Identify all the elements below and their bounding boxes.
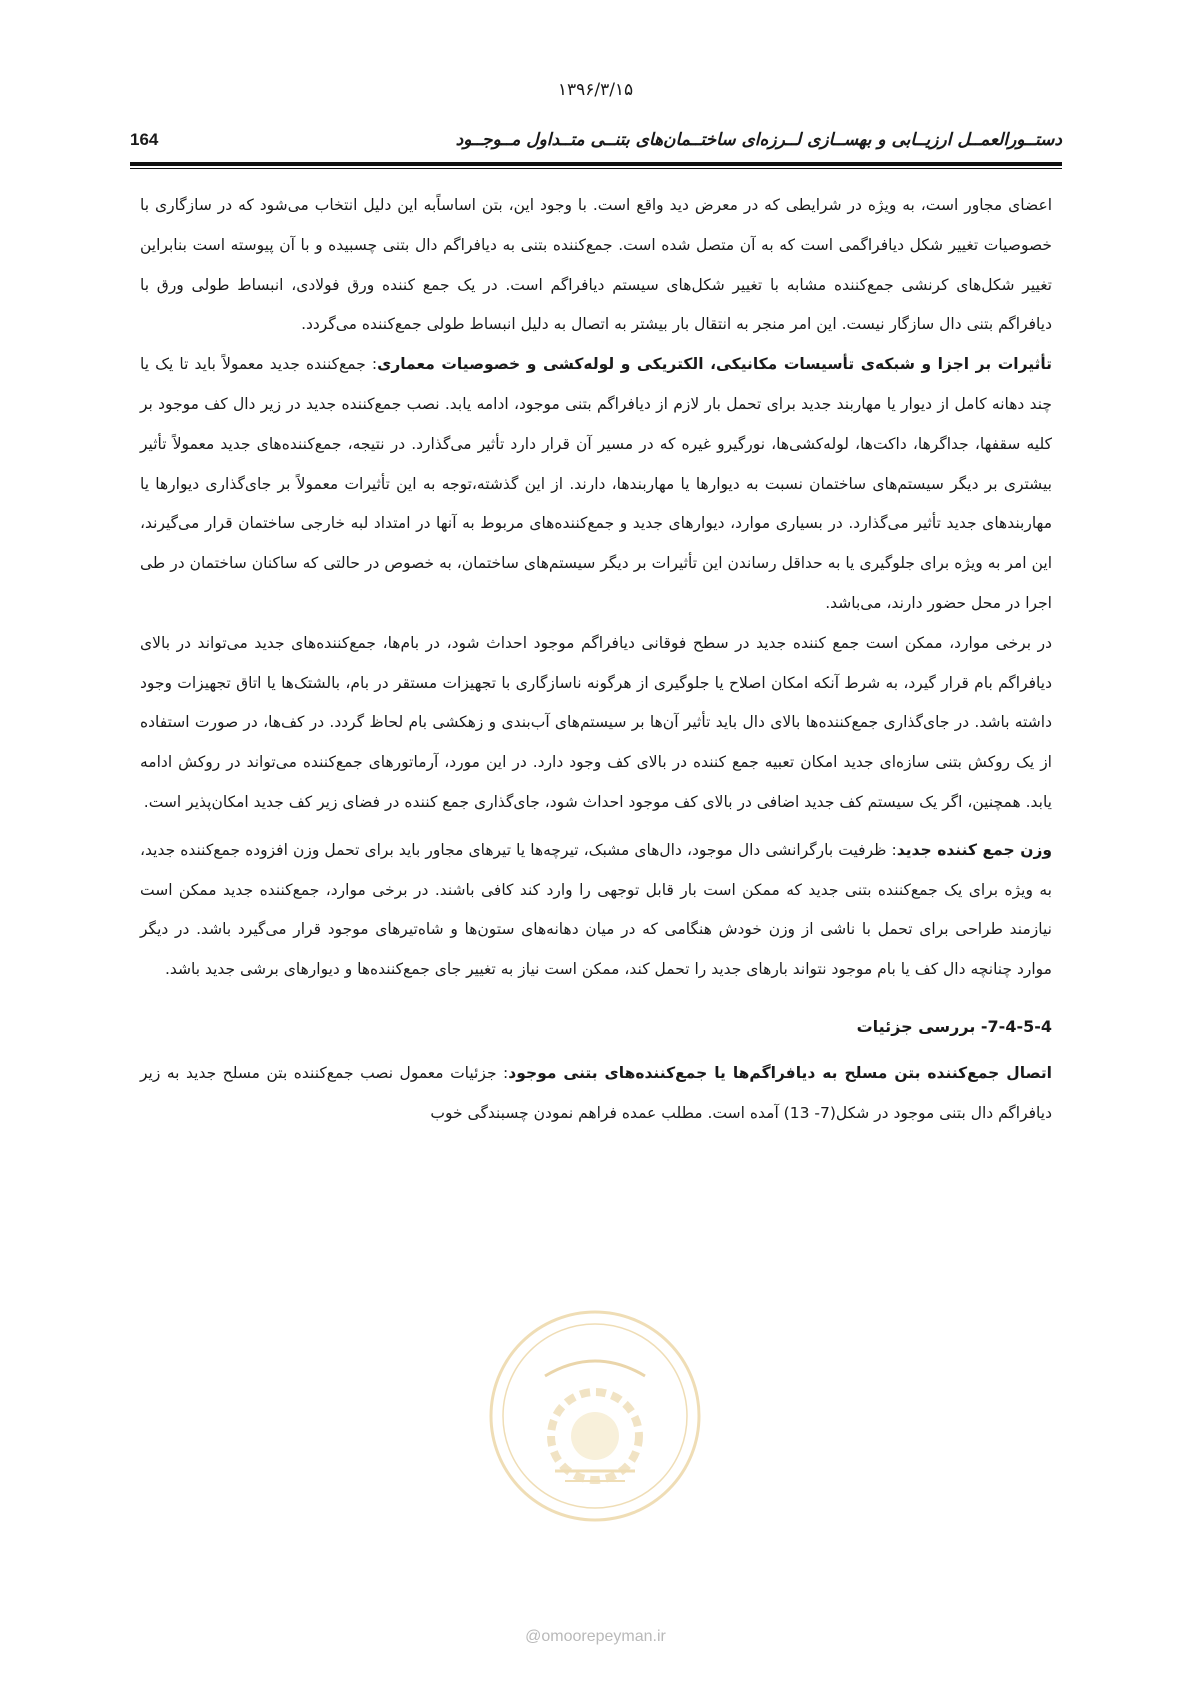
paragraph-lead-connection: اتصال جمع‌کننده بتن مسلح به دیافراگم‌ها یا جمع‌کننده‌های بتنی موجود [508, 1063, 1052, 1082]
paragraph-mep-effects [140, 345, 1052, 624]
header-rule-thick [130, 162, 1062, 166]
running-title: دستــورالعمــل ارزیــابی و بهســازی لــرزه‌ای ساختــمان‌های بتنــی متــداول مــوجــود [455, 130, 1062, 150]
paragraph-body-mep: : جمع‌کننده جدید معمولاً باید تا یک یا چند دهانه کامل از دیوار یا مهاربند جدید برای تحمل بار لازم از دیافراگم بتنی موجود، ادامه یابد. نصب جمع‌کننده جدید در زیر دال کف موجود بر کلیه سقفها، جداگرها، داکت‌ها، لوله‌کشی‌ها، نورگیرو غیره که در مسیر آن قرار دارد تأثیر می‌گذارد. در نتیجه، جمع‌کننده‌های جدید معمولاً تأثیر بیشتری بر دیگر سیستم‌های ساختمان نسبت به دیوارها یا مهاربندها، دارند. از این گذشته،توجه به این تأثیرات معمولاً بر جای‌گذاری دیوارها یا مهاربندهای جدید تأثیر می‌گذارد. در بسیاری موارد، دیوارهای جدید و جمع‌کننده‌های مربوط به آنها در امتداد لبه خارجی ساختمان قرار می‌گیرند، این امر به ویژه برای جلوگیری یا به حداقل رساندن این تأثیرات بر دیگر سیستم‌های ساختمان، به خصوص در حالتی که ساکنان ساختمان در طی اجرا در محل حضور دارند، می‌باشد. [140, 355, 1052, 612]
page-number: 164 [130, 130, 159, 149]
watermark-seal-icon [485, 1306, 705, 1526]
paragraph-body-connection: : جزئیات معمول نصب جمع‌کننده بتن مسلح جدید به زیر دیافراگم دال بتنی موجود در شکل(7- 13) آمده است. مطلب عمده فراهم نمودن چسبندگی خوب [140, 1063, 1052, 1122]
paragraph-connection [140, 1054, 1052, 1134]
body-text [140, 186, 1052, 1134]
paragraph-lead-weight: وزن جمع کننده جدید [896, 840, 1052, 859]
section-heading: 7-4-5-4- بررسی جزئیات [856, 1016, 1052, 1036]
header-rule-thin [130, 168, 1062, 169]
page-header [130, 124, 1062, 160]
paragraph-body-weight: : ظرفیت بارگرانشی دال موجود، دال‌های مشبک، تیرچه‌ها یا تیرهای مجاور باید برای تحمل وزن افزوده جمع‌کننده جدید، به ویژه برای یک جمع‌کننده بتنی جدید که ممکن است بار قابل توجهی را وارد کند کافی باشند. در برخی موارد، جمع‌کننده جدید ممکن است نیازمند طراحی برای تحمل با ناشی از وزن خودش هنگامی که در میان دهانه‌های ستون‌ها و شاه‌تیرهای موجود قرار می‌گیرد باشد. در دیگر موارد چنانچه دال کف یا بام موجود نتواند بارهای جدید را تحمل کند، ممکن است نیاز به تغییر جای جمع‌کننده‌ها و دیوارهای برشی جدید باشد. [140, 840, 1052, 979]
paragraph-lead-mep: تأثیرات بر اجزا و شبکه‌ی تأسیسات مکانیکی، الکتریکی و لوله‌کشی و خصوصیات معماری [377, 355, 1053, 374]
document-date: ۱۳۹۶/۳/۱۵ [557, 80, 634, 100]
footer-site-watermark: @omoorepeyman.ir [525, 1628, 666, 1645]
paragraph-roof-collectors: در برخی موارد، ممکن است جمع کننده جدید در سطح فوقانی دیافراگم موجود احداث شود، در بام‌ها، جمع‌کننده‌های جدید می‌تواند در بالای دیافراگم بام قرار گیرد، به شرط آنکه امکان اصلاح یا جلوگیری از هرگونه ناسازگاری با تجهیزات مستقر در بام، بالشتک‌ها یا اتاق تجهیزات وجود داشته باشد. در جای‌گذاری جمع‌کننده‌ها بالای دال باید تأثیر آن‌ها بر سیستم‌های آب‌بندی و زهکشی بام لحاظ گردد. در کف‌ها، در صورت استفاده از یک روکش بتنی سازه‌ای جدید امکان تعبیه جمع کننده در بالای کف وجود دارد. در این مورد، آرماتورهای جمع‌کننده می‌تواند در روکش ادامه یابد. همچنین، اگر یک سیستم کف جدید اضافی در بالای کف موجود احداث شود، جای‌گذاری جمع کننده در فضای زیر کف جدید امکان‌پذیر است. [140, 633, 1052, 811]
paragraph-continuation: اعضای مجاور است، به ویژه در شرایطی که در معرض دید واقع است. با وجود این، بتن اساساًبه این دلیل انتخاب می‌شود که در سازگاری با خصوصیات تغییر شکل دیافراگمی است که به آن متصل شده است. جمع‌کننده بتنی به دیافراگم دال بتنی چسبیده و با آن پیوسته است بنابراین تغییر شکل‌های کرنشی جمع‌کننده مشابه با تغییر شکل‌های سیستم دیافراگم است. در یک جمع کننده ورق فولادی، انبساط طولی ورق با دیافراگم بتنی دال سازگار نیست. این امر منجر به انتقال بار بیشتر به اتصال به دلیل انبساط طولی جمع‌کننده می‌گردد. [140, 196, 1052, 334]
paragraph-collector-weight [140, 831, 1052, 990]
